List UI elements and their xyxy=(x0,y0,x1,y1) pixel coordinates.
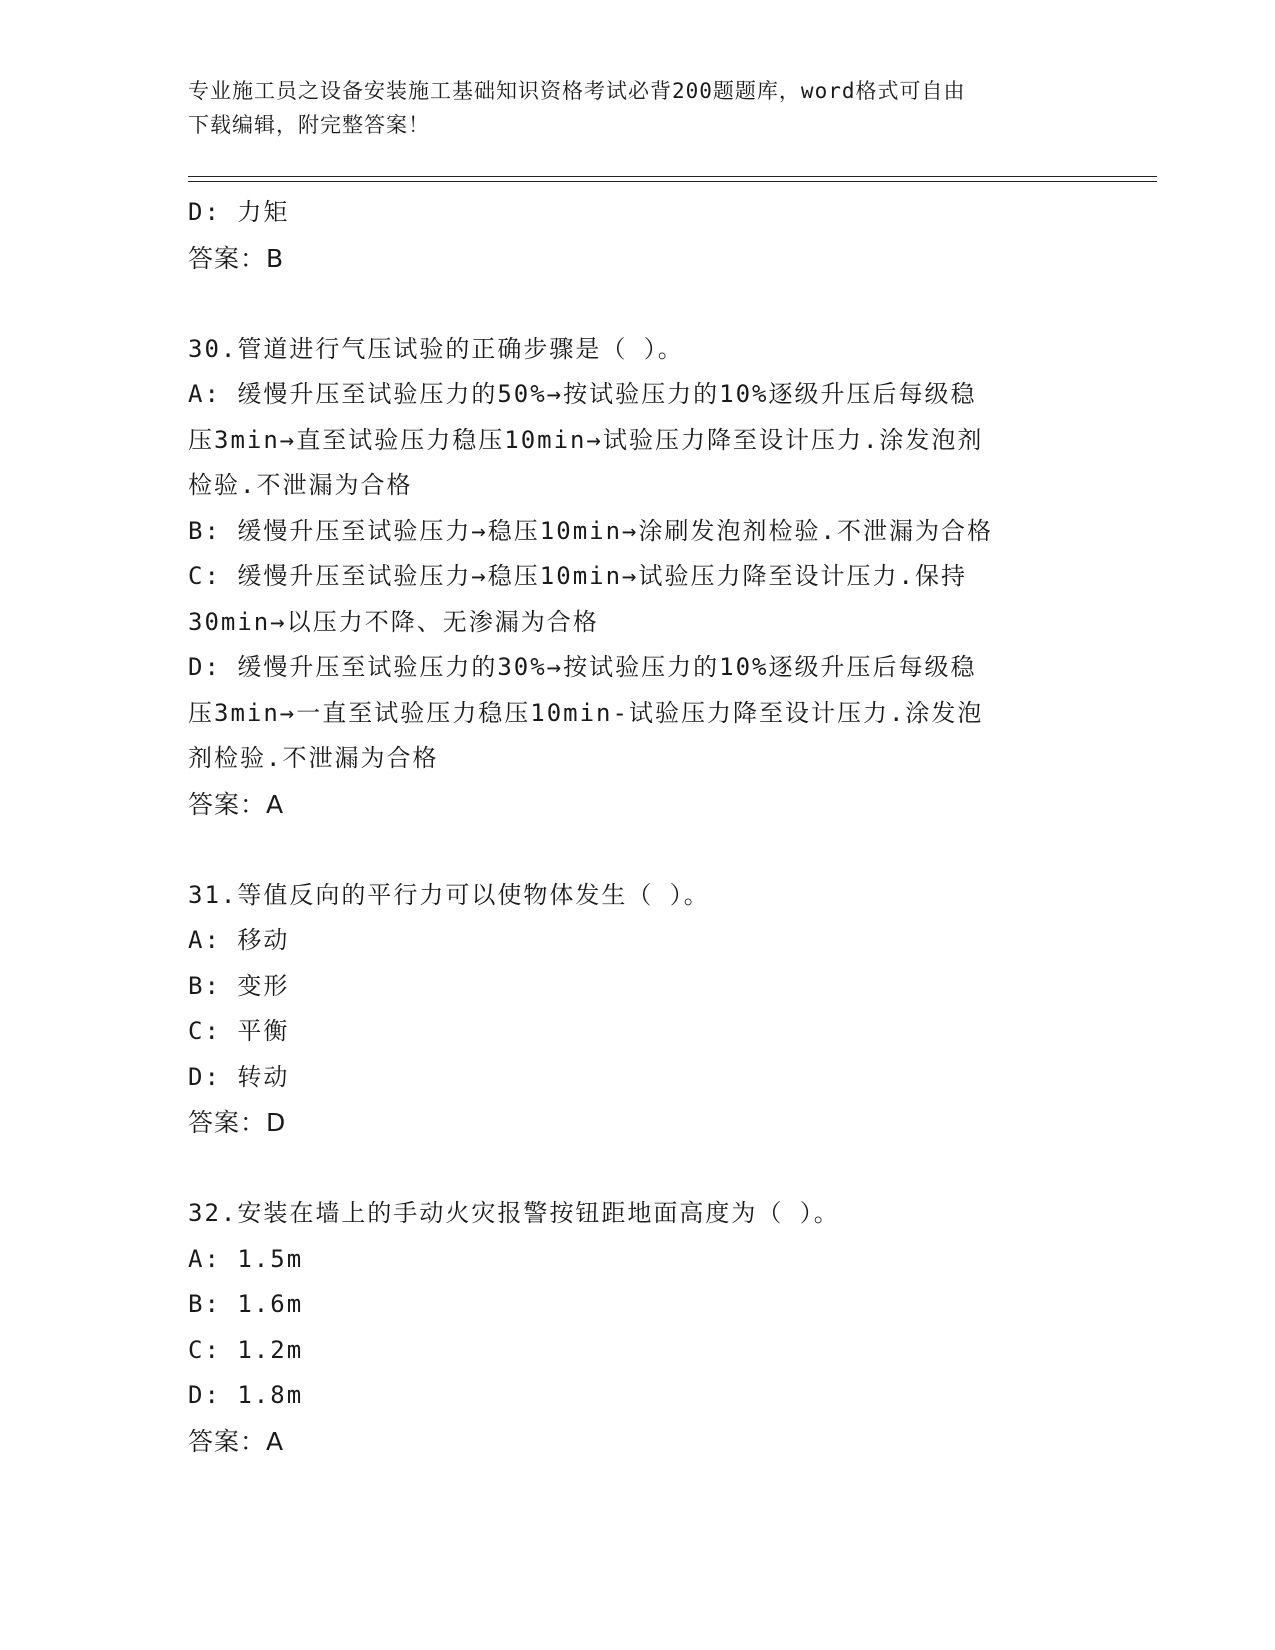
option-a: A: 移动 xyxy=(188,926,290,954)
header-rule-bottom xyxy=(188,181,1157,182)
header-rule-top xyxy=(188,176,1157,177)
header-title-line-2: 下载编辑，附完整答案！ xyxy=(188,113,430,137)
question-text: 30.管道进行气压试验的正确步骤是（ ）。 xyxy=(188,334,684,363)
option-b: B: 1.6m xyxy=(188,1290,304,1318)
header-title-line-1: 专业施工员之设备安装施工基础知识资格考试必背200题题库，word格式可自由 xyxy=(188,79,966,103)
option-b: B: 变形 xyxy=(188,971,290,1000)
question-31 xyxy=(188,873,1088,1146)
option-c-continued: 30min→以压力不降、无渗漏为合格 xyxy=(188,607,599,636)
option-c: C: 1.2m xyxy=(188,1335,304,1364)
option-a: A: 1.5m xyxy=(188,1244,304,1273)
option-d: D: 缓慢升压至试验压力的30%→按试验压力的10%逐级升压后每级稳 xyxy=(188,653,977,681)
answer: 答案：A xyxy=(188,1426,285,1456)
option-a-continued: 检验.不泄漏为合格 xyxy=(188,471,413,499)
option-c: C: 平衡 xyxy=(188,1017,290,1045)
option-d-continued: 剂检验.不泄漏为合格 xyxy=(188,744,439,772)
question-text: 31.等值反向的平行力可以使物体发生（ ）。 xyxy=(188,880,710,909)
document-header xyxy=(188,74,1088,142)
question-30 xyxy=(188,327,1088,828)
option-b: B: 缓慢升压至试验压力→稳压10min→涂刷发泡剂检验.不泄漏为合格 xyxy=(188,516,993,545)
option-d: D: 力矩 xyxy=(188,198,290,226)
answer: 答案：A xyxy=(188,789,285,819)
option-d-continued: 压3min→一直至试验压力稳压10min-试验压力降至设计压力.涂发泡 xyxy=(188,698,984,727)
option-c: C: 缓慢升压至试验压力→稳压10min→试验压力降至设计压力.保持 xyxy=(188,562,967,590)
answer: 答案：D xyxy=(188,1108,287,1137)
spacer xyxy=(188,281,1088,327)
previous-question-tail xyxy=(188,190,1088,281)
option-a: A: 缓慢升压至试验压力的50%→按试验压力的10%逐级升压后每级稳 xyxy=(188,380,977,408)
answer: 答案：B xyxy=(188,243,285,273)
spacer xyxy=(188,827,1088,873)
question-32 xyxy=(188,1191,1088,1464)
option-a-continued: 压3min→直至试验压力稳压10min→试验压力降至设计压力.涂发泡剂 xyxy=(188,425,984,454)
document-body xyxy=(188,190,1088,1464)
question-text: 32.安装在墙上的手动火灾报警按钮距地面高度为（ ）。 xyxy=(188,1199,840,1227)
option-d: D: 1.8m xyxy=(188,1381,304,1409)
spacer xyxy=(188,1146,1088,1192)
option-d: D: 转动 xyxy=(188,1062,290,1091)
